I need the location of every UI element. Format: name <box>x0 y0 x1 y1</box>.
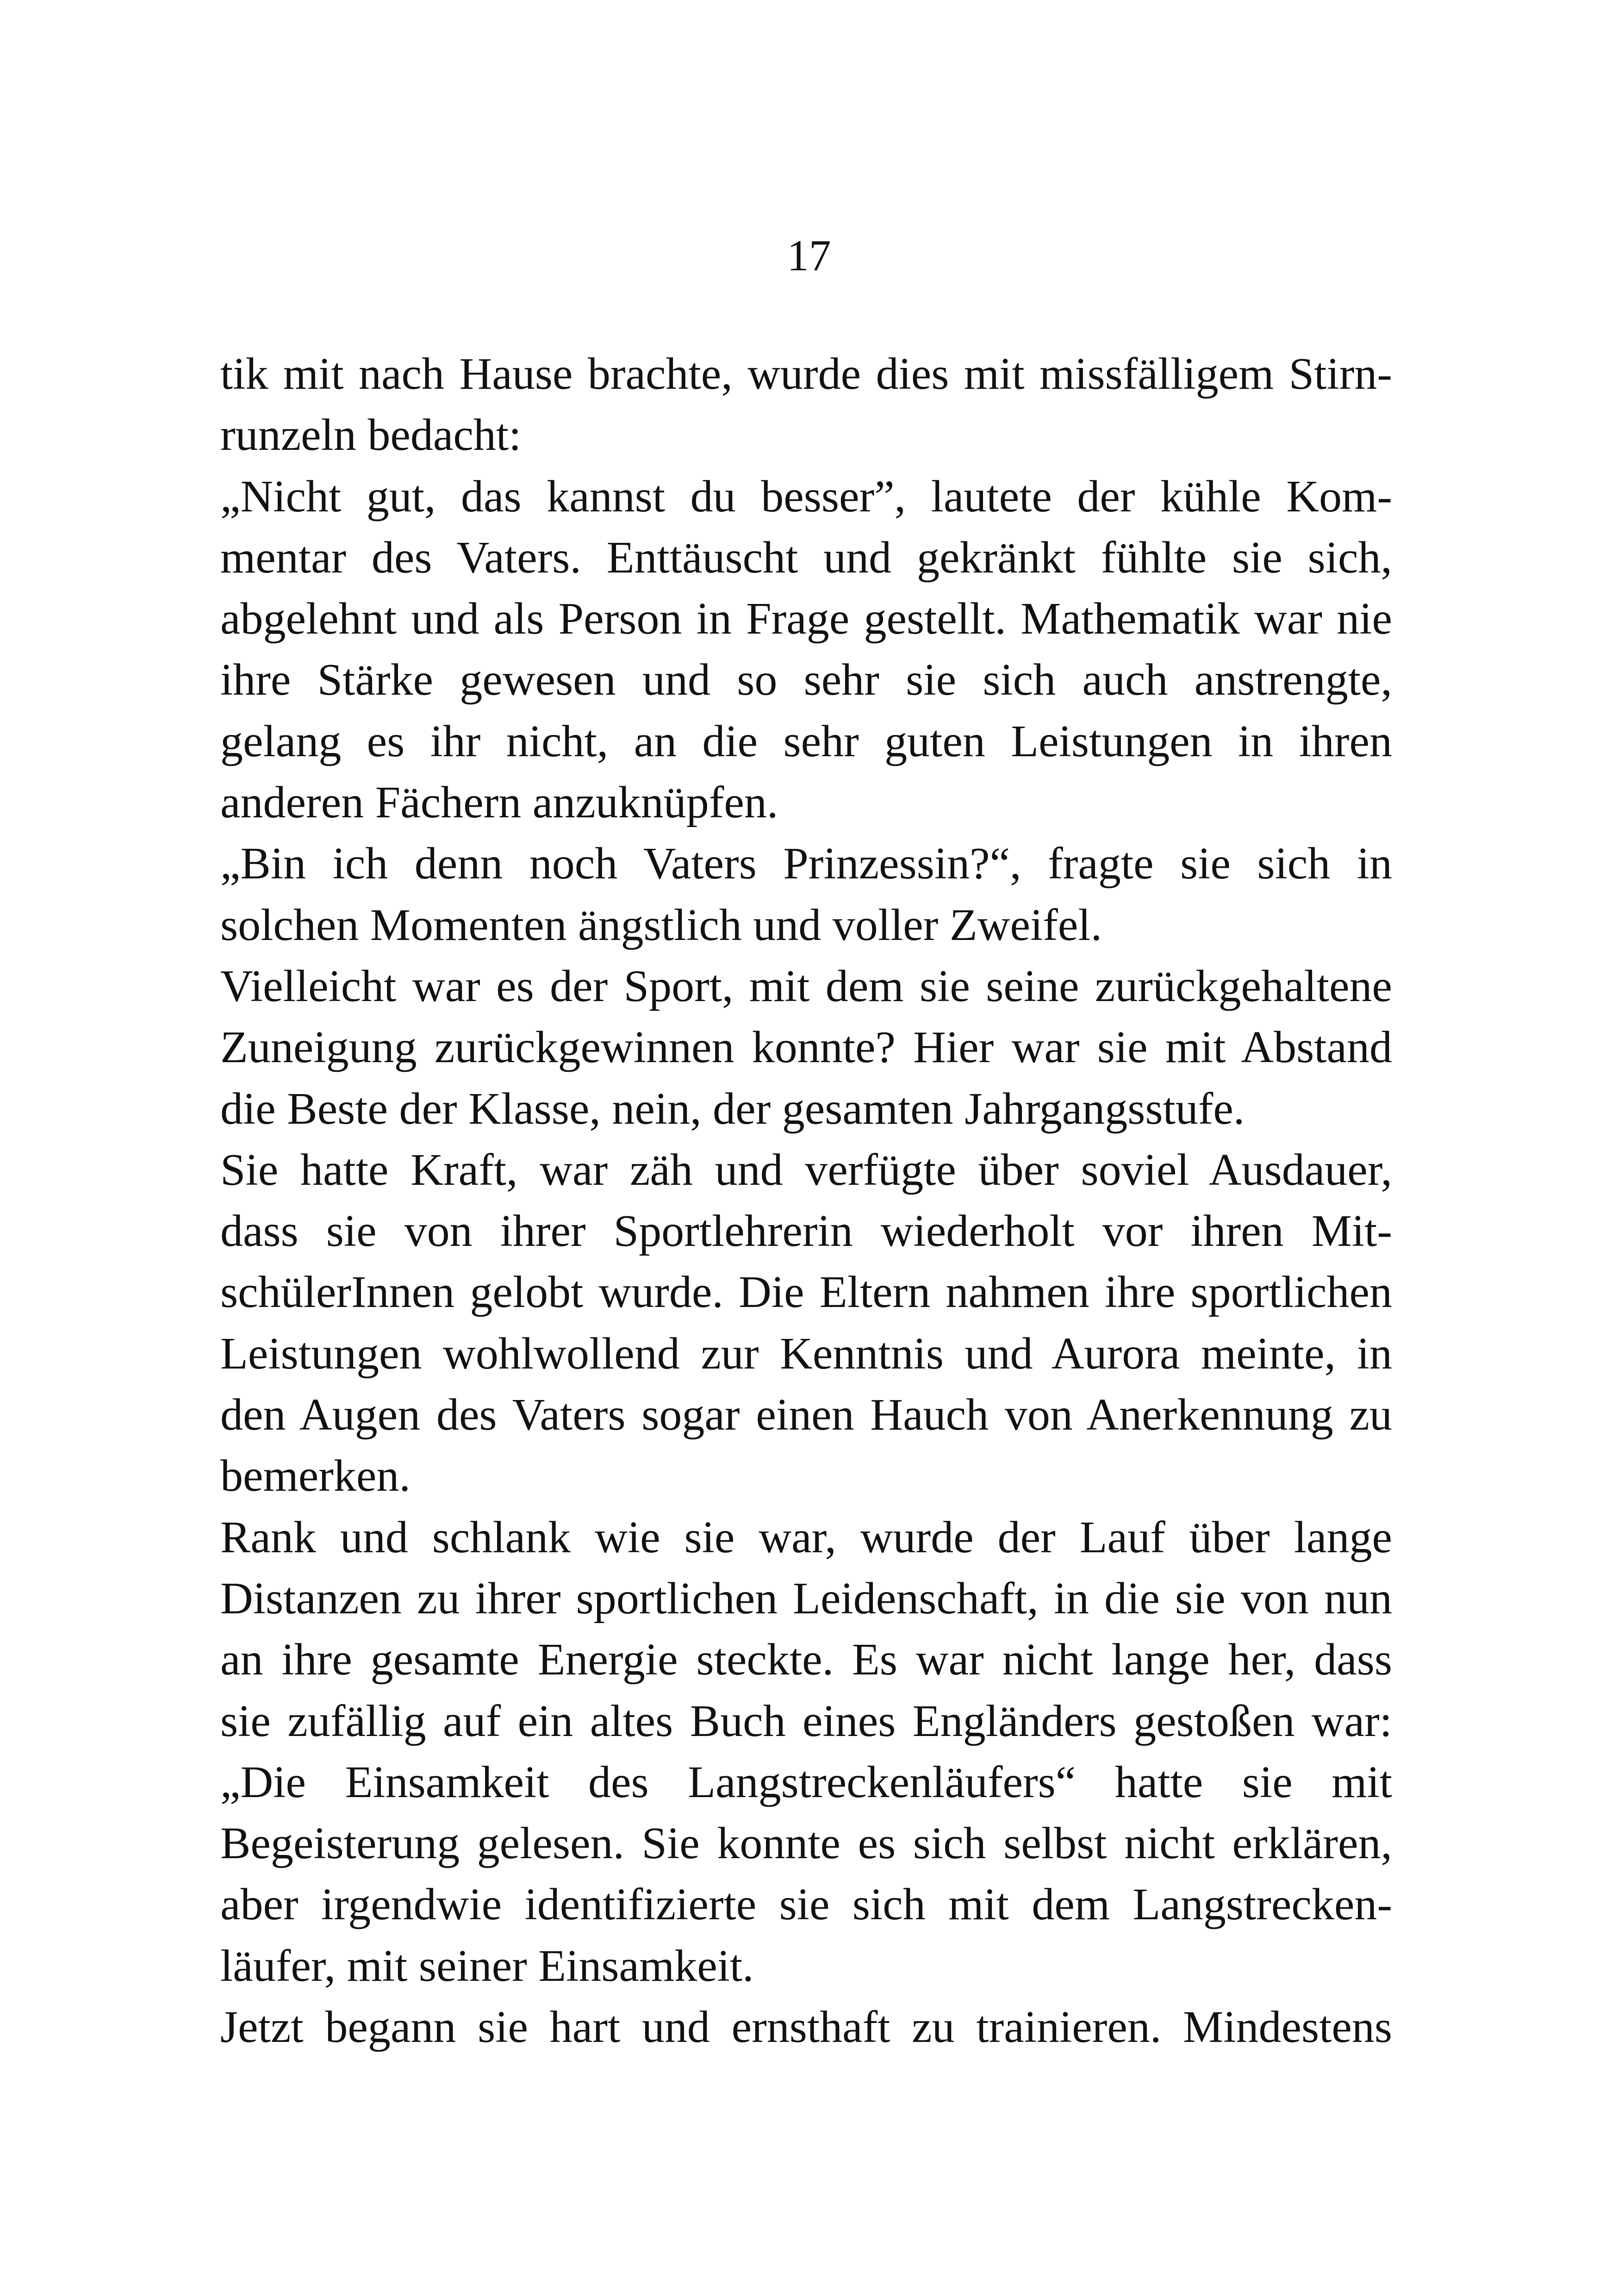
text-line: Begeisterung gelesen. Sie konnte es sich selbst nicht erklären, <box>220 1818 1392 1869</box>
text-line: „Bin ich denn noch Vaters Prinzessin?“, fragte sie sich in <box>220 839 1392 889</box>
text-line: schülerInnen gelobt wurde. Die Eltern nahmen ihre sportlichen <box>220 1267 1392 1318</box>
text-line: abgelehnt und als Person in Frage gestellt. Mathematik war nie <box>220 594 1392 644</box>
text-line: sie zufällig auf ein altes Buch eines Engländers gestoßen war: <box>220 1696 1392 1746</box>
text-line: „Nicht gut, das kannst du besser”, lautete der kühle Kom- <box>220 471 1392 522</box>
text-line: Zuneigung zurückgewinnen konnte? Hier war sie mit Abstand <box>220 1022 1392 1073</box>
body-text <box>220 343 1392 2058</box>
text-line: ihre Stärke gewesen und so sehr sie sich auch anstrengte, <box>220 655 1392 705</box>
text-line: gelang es ihr nicht, an die sehr guten Leistungen in ihren <box>220 716 1392 766</box>
text-line: Sie hatte Kraft, war zäh und verfügte über soviel Ausdauer, <box>220 1145 1392 1195</box>
text-line: Jetzt begann sie hart und ernsthaft zu trainieren. Mindestens <box>220 2002 1392 2053</box>
page-number: 17 <box>787 231 831 280</box>
text-line: tik mit nach Hause brachte, wurde dies mit missfälligem Stirn- <box>220 349 1392 399</box>
text-line: an ihre gesamte Energie steckte. Es war nicht lange her, dass <box>220 1635 1392 1685</box>
text-line: bemerken. <box>220 1451 411 1501</box>
text-line: läufer, mit seiner Einsamkeit. <box>220 1941 754 1991</box>
text-line: mentar des Vaters. Enttäuscht und gekränkt fühlte sie sich, <box>220 532 1392 583</box>
text-line: die Beste der Klasse, nein, der gesamten Jahrgangsstufe. <box>220 1083 1245 1134</box>
text-line: den Augen des Vaters sogar einen Hauch von Anerkennung zu <box>220 1390 1392 1440</box>
text-line: solchen Momenten ängstlich und voller Zweifel. <box>220 900 1102 950</box>
text-line: Distanzen zu ihrer sportlichen Leidenschaft, in die sie von nun <box>220 1573 1392 1624</box>
text-line: „Die Einsamkeit des Langstreckenläufers“ hatte sie mit <box>220 1757 1392 1807</box>
text-line: anderen Fächern anzuknüpfen. <box>220 778 778 828</box>
text-line: Leistungen wohlwollend zur Kenntnis und Aurora meinte, in <box>220 1328 1392 1379</box>
text-line: Rank und schlank wie sie war, wurde der Lauf über lange <box>220 1512 1392 1562</box>
text-line: dass sie von ihrer Sportlehrerin wiederholt vor ihren Mit- <box>220 1206 1392 1257</box>
text-line: aber irgendwie identifizierte sie sich mit dem Langstrecken- <box>220 1879 1392 1930</box>
text-line: runzeln bedacht: <box>220 410 522 460</box>
text-line: Vielleicht war es der Sport, mit dem sie seine zurückgehaltene <box>220 961 1392 1011</box>
